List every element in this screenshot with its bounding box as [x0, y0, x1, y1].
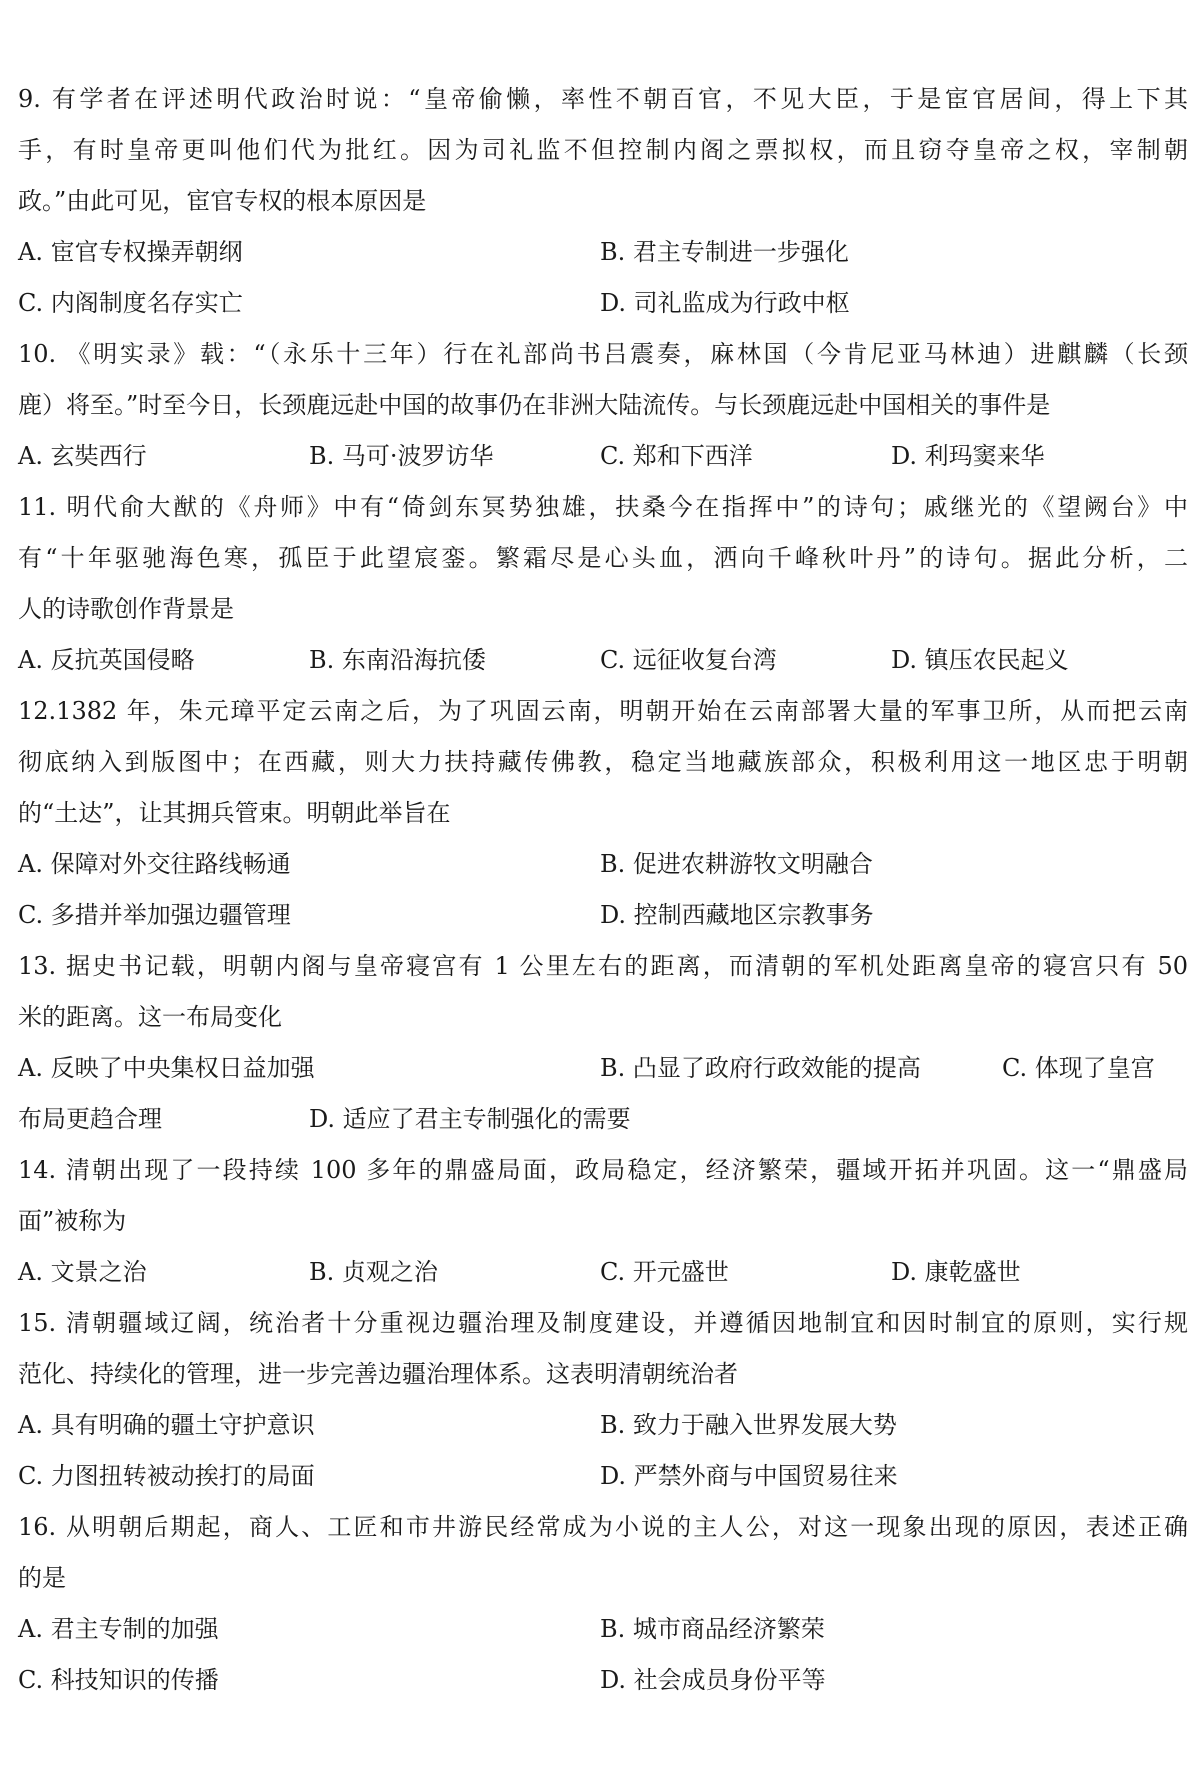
option-b[interactable]: B. 促进农耕游牧文明融合: [600, 850, 873, 878]
options-row: [18, 1043, 1200, 1094]
options-row: [18, 635, 1200, 686]
question-stem-line: 15. 清朝疆域辽阔，统治者十分重视边疆治理及制度建设，并遵循因地制宜和因时制宜的原则，实行规: [18, 1309, 1188, 1337]
option-c[interactable]: C. 郑和下西洋: [600, 442, 753, 470]
option-c[interactable]: C. 体现了皇宫: [1002, 1054, 1155, 1082]
options-row: [18, 1604, 1200, 1655]
question-stem-line: 范化、持续化的管理，进一步完善边疆治理体系。这表明清朝统治者: [18, 1360, 738, 1388]
question-14: [18, 1145, 1200, 1298]
question-stem-line: 的“土达”，让其拥兵管束。明朝此举旨在: [18, 799, 451, 827]
option-c[interactable]: C. 内阁制度名存实亡: [18, 289, 243, 317]
options-row: [18, 227, 1200, 278]
option-b[interactable]: B. 东南沿海抗倭: [309, 646, 486, 674]
question-stem-line: 14. 清朝出现了一段持续 100 多年的鼎盛局面，政局稳定，经济繁荣，疆域开拓并巩固。这一“鼎盛局: [18, 1156, 1188, 1184]
options-row: [18, 1655, 1200, 1706]
option-a[interactable]: A. 反抗英国侵略: [18, 646, 195, 674]
options-row: [18, 1451, 1200, 1502]
option-c[interactable]: C. 远征收复台湾: [600, 646, 777, 674]
question-stem-line: 米的距离。这一布局变化: [18, 1003, 282, 1031]
question-stem-line: 有“十年驱驰海色寒，孤臣于此望宸銮。繁霜尽是心头血，洒向千峰秋叶丹”的诗句。据此分析，二: [18, 544, 1188, 572]
question-16: [18, 1502, 1200, 1706]
option-a[interactable]: A. 反映了中央集权日益加强: [18, 1054, 315, 1082]
option-c[interactable]: C. 力图扭转被动挨打的局面: [18, 1462, 315, 1490]
question-stem-line: 鹿）将至。”时至今日，长颈鹿远赴中国的故事仍在非洲大陆流传。与长颈鹿远赴中国相关的事件是: [18, 391, 1051, 419]
question-stem-line: 政。”由此可见，宦官专权的根本原因是: [18, 187, 427, 215]
options-row: [18, 839, 1200, 890]
question-10: [18, 329, 1200, 482]
question-stem-line: 人的诗歌创作背景是: [18, 595, 234, 623]
options-row: [18, 1400, 1200, 1451]
question-13: [18, 941, 1200, 1145]
option-a[interactable]: A. 玄奘西行: [18, 442, 147, 470]
option-d[interactable]: D. 利玛窦来华: [891, 442, 1045, 470]
options-row: [18, 431, 1200, 482]
question-stem-line: 10. 《明实录》载：“（永乐十三年）行在礼部尚书吕震奏，麻林国（今肯尼亚马林迪）进麒麟（长颈: [18, 340, 1188, 368]
options-row: [18, 278, 1200, 329]
option-b[interactable]: B. 城市商品经济繁荣: [600, 1615, 825, 1643]
option-a[interactable]: A. 具有明确的疆土守护意识: [18, 1411, 315, 1439]
question-9: [18, 74, 1200, 329]
option-c-continued[interactable]: 布局更趋合理: [18, 1105, 162, 1133]
option-a[interactable]: A. 君主专制的加强: [18, 1615, 219, 1643]
option-b[interactable]: B. 君主专制进一步强化: [600, 238, 849, 266]
option-d[interactable]: D. 严禁外商与中国贸易往来: [600, 1462, 898, 1490]
question-12: [18, 686, 1200, 941]
option-b[interactable]: B. 致力于融入世界发展大势: [600, 1411, 897, 1439]
options-row: [18, 890, 1200, 941]
option-d[interactable]: D. 镇压农民起义: [891, 646, 1069, 674]
question-stem-line: 彻底纳入到版图中；在西藏，则大力扶持藏传佛教，稳定当地藏族部众，积极利用这一地区忠于明朝: [18, 748, 1188, 776]
option-d[interactable]: D. 司礼监成为行政中枢: [600, 289, 850, 317]
question-stem-line: 手，有时皇帝更叫他们代为批红。因为司礼监不但控制内阁之票拟权，而且窃夺皇帝之权，宰制朝: [18, 136, 1188, 164]
option-c[interactable]: C. 科技知识的传播: [18, 1666, 219, 1694]
options-row: [18, 1094, 1200, 1145]
option-b[interactable]: B. 贞观之治: [309, 1258, 438, 1286]
question-stem-line: 16. 从明朝后期起，商人、工匠和市井游民经常成为小说的主人公，对这一现象出现的原因，表述正确: [18, 1513, 1188, 1541]
option-a[interactable]: A. 保障对外交往路线畅通: [18, 850, 291, 878]
option-a[interactable]: A. 文景之治: [18, 1258, 147, 1286]
question-15: [18, 1298, 1200, 1502]
option-d[interactable]: D. 控制西藏地区宗教事务: [600, 901, 874, 929]
option-c[interactable]: C. 开元盛世: [600, 1258, 729, 1286]
option-d[interactable]: D. 康乾盛世: [891, 1258, 1021, 1286]
question-11: [18, 482, 1200, 686]
question-stem-line: 13. 据史书记载，明朝内阁与皇帝寝宫有 1 公里左右的距离，而清朝的军机处距离皇帝的寝宫只有 50: [18, 952, 1188, 980]
question-stem-line: 12.1382 年，朱元璋平定云南之后，为了巩固云南，明朝开始在云南部署大量的军事卫所，从而把云南: [18, 697, 1188, 725]
question-stem-line: 面”被称为: [18, 1207, 127, 1235]
options-row: [18, 1247, 1200, 1298]
option-d[interactable]: D. 适应了君主专制强化的需要: [309, 1105, 631, 1133]
option-c[interactable]: C. 多措并举加强边疆管理: [18, 901, 291, 929]
question-stem-line: 9. 有学者在评述明代政治时说：“皇帝偷懒，率性不朝百官，不见大臣，于是宦官居间，得上下其: [18, 85, 1188, 113]
option-d[interactable]: D. 社会成员身份平等: [600, 1666, 826, 1694]
option-a[interactable]: A. 宦官专权操弄朝纲: [18, 238, 243, 266]
question-stem-line: 11. 明代俞大猷的《舟师》中有“倚剑东冥势独雄，扶桑今在指挥中”的诗句；戚继光的《望阙台》中: [18, 493, 1188, 521]
question-stem-line: 的是: [18, 1564, 66, 1592]
option-b[interactable]: B. 凸显了政府行政效能的提高: [600, 1054, 921, 1082]
option-b[interactable]: B. 马可·波罗访华: [309, 442, 494, 470]
